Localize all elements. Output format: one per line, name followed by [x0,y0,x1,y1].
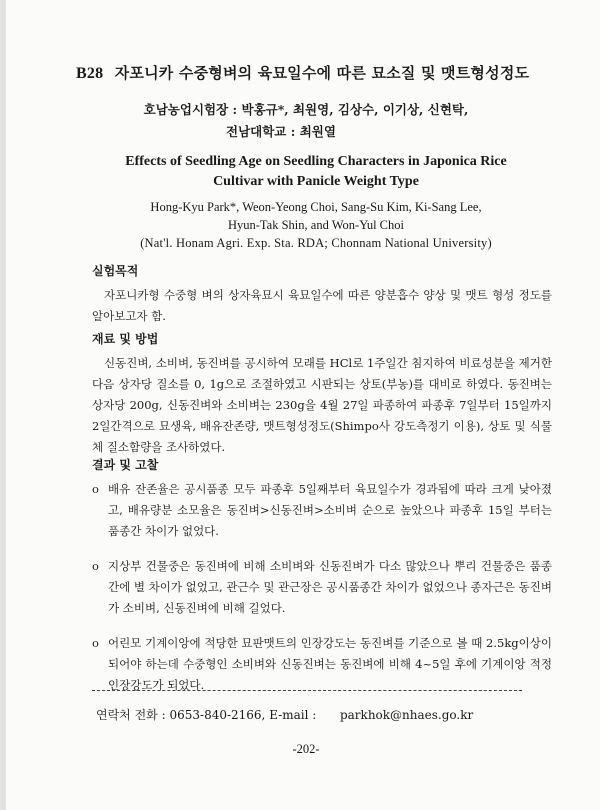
result-item-1 [92,479,552,542]
paper-title-en [46,152,586,192]
methods-text [92,353,552,458]
results-section [92,456,552,696]
authors-en-line2: Hyun-Tak Shin, and Won-Yul Choi [227,218,404,232]
results-heading: 결과 및 고찰 [92,458,159,472]
objective-text: 자포니카형 수중형 벼의 상자육묘시 육묘일수에 따른 양분흡수 양상 및 맷트 형성 정도를 알아보고자 함. [92,288,552,323]
authors-en [46,198,586,252]
result-item-1-text: 배유 잔존율은 공시품종 모두 파종후 5일째부터 육묘일수가 경과됨에 따라 크게 낮아졌고, 배유량분 소모율은 동진벼>신동진벼>소비벼 순으로 높았으나 파종후 15일 부터는 품종간 차이가 없었다. [108,482,552,538]
methods-section [92,330,552,458]
phone-label: 연락처 전화 : [96,708,166,722]
page-number: -202- [292,742,320,756]
result-item-3-text: 어린모 기계이앙에 적당한 묘판맷트의 인장강도는 동진벼를 기준으로 볼 때 2.5kg이상이 되어야 하는데 수중형인 소비벼와 신동진벼는 동진벼에 비해 4~5일 후에 기계이앙 적정 인장강도가 되었다. [108,636,552,692]
abstract-code: B28 [76,65,104,82]
objective-section [92,262,552,327]
bullet-mark: o [92,636,99,650]
methods-text-2: 동진벼는 상자당 200g, 신동진벼와 소비벼는 230g을 4월 27일 파종하여 파종후 7일부터 15일까지 2일간격으로 묘생육, 배유잔존량, 맷트형성정도(Shimpo사 강도측정기 이용), 상토 및 식물체 질소함량을 조사하였다. [92,377,552,454]
paper-title-ko [76,62,576,83]
affiliation-en: (Nat'l. Honam Agri. Exp. Sta. RDA; Chonnam National University) [140,236,492,250]
bullet-mark: o [92,559,99,573]
authors-ko-line2: 전남대학교 : 최원열 [226,124,336,139]
result-item-2-text: 지상부 건물중은 동진벼에 비해 소비벼와 신동진벼가 다소 많았으나 뿌리 건물중은 품종간에 별 차이가 없었고, 관근수 및 관근장은 공시품종간 차이가 없었으나 종자근은 동진벼가 소비벼, 신동진벼에 비해 길었다. [108,559,552,615]
methods-heading: 재료 및 방법 [92,332,159,346]
phone-number: 0653-840-2166, [169,708,266,722]
email-label: E-mail : [269,708,317,722]
authors-en-line1: Hong-Kyu Park*, Weon-Yeong Choi, Sang-Su Kim, Ki-Sang Lee, [150,200,482,214]
title-ko-text: 자포니카 수중형벼의 육묘일수에 따른 묘소질 및 맷트형성정도 [114,64,530,82]
result-item-2 [92,556,552,619]
result-item-3 [92,633,552,696]
title-en-line1: Effects of Seedling Age on Seedling Characters in Japonica Rice [125,154,507,169]
title-en-line2: Cultivar with Panicle Weight Type [213,174,419,189]
contact-line [96,706,473,723]
objective-heading: 실험목적 [92,264,139,278]
dashed-divider [92,690,522,691]
authors-ko-line1: 호남농업시험장 : 박홍규*, 최원영, 김상수, 이기상, 신현탁, [143,102,469,117]
email-address: parkhok@nhaes.go.kr [339,708,474,722]
methods-text-1: 신동진벼, 소비벼, 동진벼를 공시하여 모래를 HCl로 1주일간 침지하여 비료성분을 제거한 다음 상자당 질소를 0, 1g으로 조절하였고 시판되는 상토(부농)를 대비로 하였다. [92,356,552,391]
bullet-mark: o [92,482,99,496]
